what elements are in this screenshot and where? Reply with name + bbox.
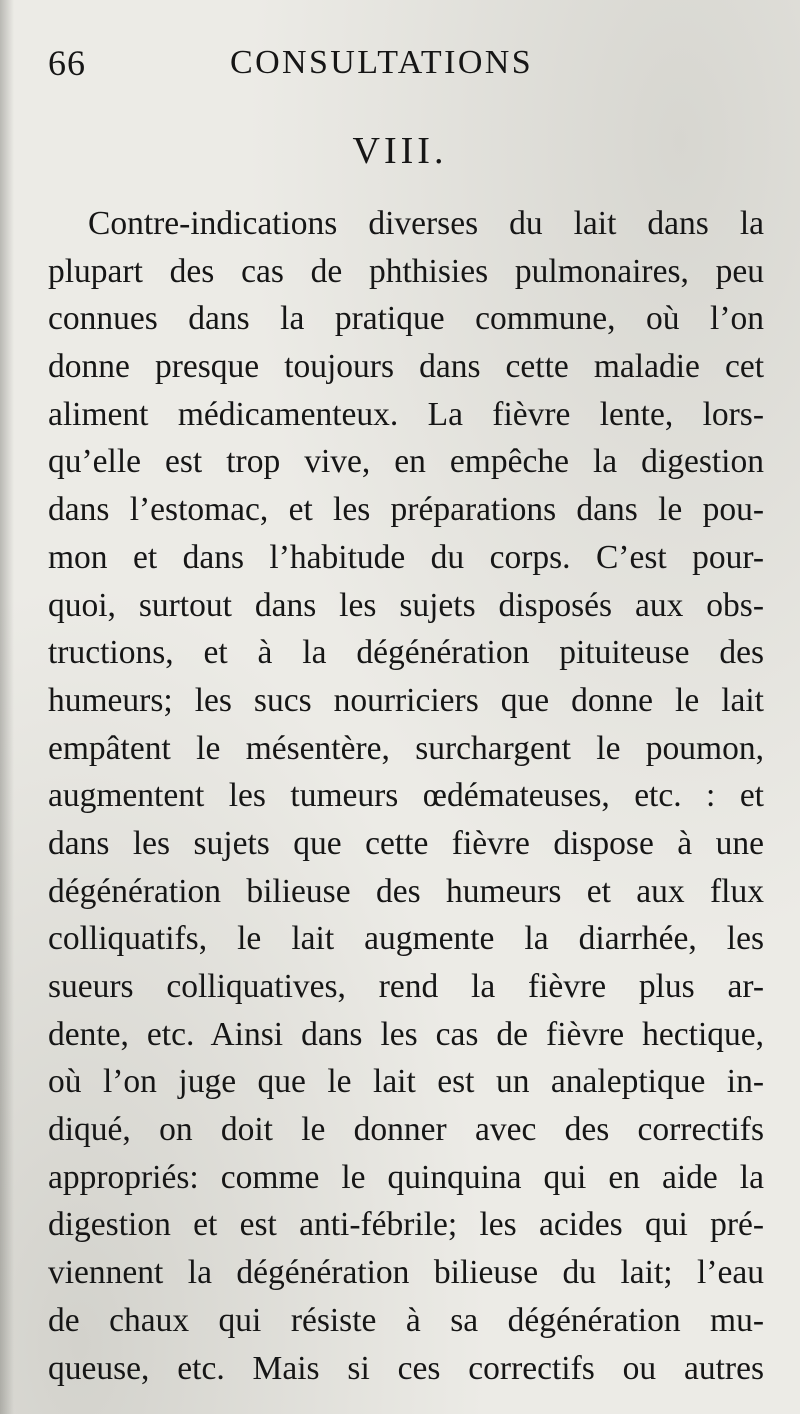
text-line: dans les sujets que cette fièvre dispose à une	[48, 824, 764, 862]
text-line: queuse, etc. Mais si ces correctifs ou autres	[48, 1349, 764, 1387]
text-line: dans l’estomac, et les préparations dans le pou-	[48, 491, 764, 529]
text-line: empâtent le mésentère, surchargent le poumon,	[48, 729, 764, 767]
text-line: digestion et est anti-fébrile; les acides qui pré-	[48, 1206, 764, 1244]
text-line: quoi, surtout dans les sujets disposés aux obs-	[48, 586, 764, 624]
text-line: sueurs colliquatives, rend la fièvre plus ar-	[48, 968, 764, 1005]
text-line: qu’elle est trop vive, en empêche la digestion	[48, 443, 764, 481]
text-line: augmentent les tumeurs œdémateuses, etc. : et	[48, 777, 764, 815]
text-line: plupart des cas de phthisies pulmonaires, peu	[48, 252, 764, 290]
text-line: où l’on juge que le lait est un analeptique in-	[48, 1063, 764, 1101]
section-number: VIII.	[352, 130, 448, 172]
body-text	[48, 200, 764, 1392]
text-line: viennent la dégénération bilieuse du lait; l’eau	[48, 1254, 764, 1292]
text-line: humeurs; les sucs nourriciers que donne le lait	[48, 681, 764, 719]
text-line: donne presque toujours dans cette maladie cet	[48, 348, 764, 386]
text-line: de chaux qui résiste à sa dégénération mu-	[48, 1301, 764, 1339]
page-header	[0, 38, 800, 94]
running-title: CONSULTATIONS	[230, 44, 534, 81]
text-line: Contre-indications diverses du lait dans la	[88, 205, 764, 242]
text-line: colliquatifs, le lait augmente la diarrhée, les	[48, 920, 764, 958]
text-line: tructions, et à la dégénération pituiteuse des	[48, 634, 764, 672]
text-line: diqué, on doit le donner avec des correctifs	[48, 1111, 764, 1149]
page-number: 66	[48, 43, 86, 83]
text-line: dégénération bilieuse des humeurs et aux flux	[48, 872, 764, 910]
text-line: mon et dans l’habitude du corps. C’est pour-	[48, 538, 764, 576]
text-line: dente, etc. Ainsi dans les cas de fièvre hectique,	[48, 1015, 764, 1053]
text-line: appropriés: comme le quinquina qui en aide la	[48, 1158, 764, 1196]
text-line: connues dans la pratique commune, où l’on	[48, 300, 764, 338]
text-line: aliment médicamenteux. La fièvre lente, lors-	[48, 395, 764, 433]
